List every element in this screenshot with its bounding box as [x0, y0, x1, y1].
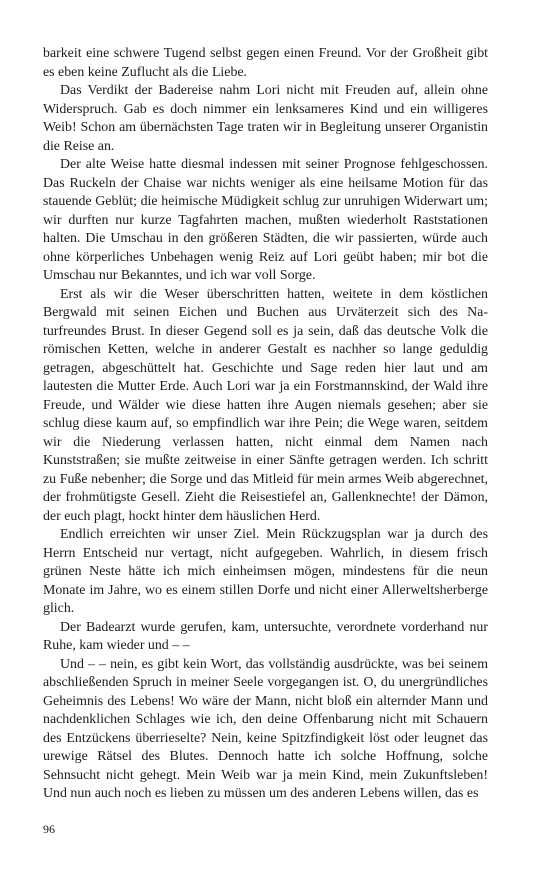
page-number: 96 — [43, 822, 55, 836]
paragraph-1: barkeit eine schwere Tugend selbst gegen einen Freund. Vor der Großheit gibt es eben keine Zuflucht als die Liebe. — [43, 46, 488, 80]
paragraph-3: Der alte Weise hatte diesmal indessen mit seiner Prognose fehlgeschossen. Das Ruckeln der Chaise war nichts weniger als eine heilsame Motion für das stauende Geblüt; die heimische Müdigkeit schlug zur unruhigen Widerwart um; wir durften nur kurze Tagfahrten machen, mußten wiederholt Raststationen halten. Die Umschau in den größeren Städten, die wir passierten, würde auch ohne körperliches Unbehagen wenig Reiz auf Lori geübt haben; mir bot die Umschau nur Bekanntes, und ich war voll Sorge. — [43, 157, 488, 283]
paragraph-2: Das Verdikt der Badereise nahm Lori nicht mit Freuden auf, allein ohne Widerspruch. Gab es doch nimmer ein lenksameres Kind und ein willigeres Weib! Schon am übernächsten Tage traten wir in Begleitung unserer Organistin die Reise an. — [43, 83, 488, 154]
paragraph-6: Der Badearzt wurde gerufen, kam, untersuchte, verordnete vorderhand nur Ruhe, kam wieder und – – — [43, 619, 488, 653]
paragraph-7: Und – – nein, es gibt kein Wort, das vollständig ausdrückte, was bei seinem abschließenden Spruch in meiner Seele vorgegangen ist. O, du unergründliches Geheimnis des Lebens! Wo wäre der Mann, nicht bloß ein alternder Mann und nachdenklichen Schlages wie ich, den deine Offenbarung nicht mit Schauern des Entzückens überrieselte? Nein, keine Spitzfindigkeit löst oder leugnet das urewige Rätsel des Blutes. Dennoch hatte ich solche Hoffnung, solche Sehnsucht nicht gehegt. Mein Weib war ja mein Kind, mein Zukunftsleben! Und nun auch noch es lieben zu müssen um des anderen Lebens willen, das es — [43, 656, 488, 801]
page-body — [43, 45, 488, 804]
paragraph-5: Endlich erreichten wir unser Ziel. Mein Rückzugsplan war ja durch des Herrn Entscheid nur vertagt, nicht aufgegeben. Wahrlich, in diesem frisch grünen Neste hätte ich mich einheimsen mögen, mindestens für die neun Monate im Jahre, wo es einem stillen Dorfe und nicht einer Allerweltsherberge glich. — [43, 527, 488, 616]
paragraph-4: Erst als wir die Weser überschritten hatten, weitete in dem köstlichen Bergwald mit seinen Eichen und Buchen aus Urväterzeit sich des Naturfreundes Brust. In dieser Gegend soll es ja sein, daß das deutsche Volk die römischen Ketten, welche in anderer Gestalt es nachher so lange geduldig getragen, abgeschüttelt hat. Geschichte und Sage reden hier laut und am lautesten die Mutter Erde. Auch Lori war ja ein Forstmannskind, der Wald ihre Freude, und Wälder wie diese hatten ihre Augen niemals gesehen; aber sie schlug diese kaum auf, so empfindlich war ihre Pein; die Wege waren, seitdem wir die Niederung verlassen hatten, nicht einmal dem Namen nach Kunststraßen; sie mußte zeitweise in einer Sänfte getragen werden. Ich schritt zu Fuße nebenher; die Sorge und das Mitleid für mein armes Weib abgerechnet, der frohmütigste Gesell. Zieht die Reisestiefel an, Gallenknechte! der Dämon, der euch plagt, hockt hinter dem häuslichen Herd. — [43, 286, 488, 524]
